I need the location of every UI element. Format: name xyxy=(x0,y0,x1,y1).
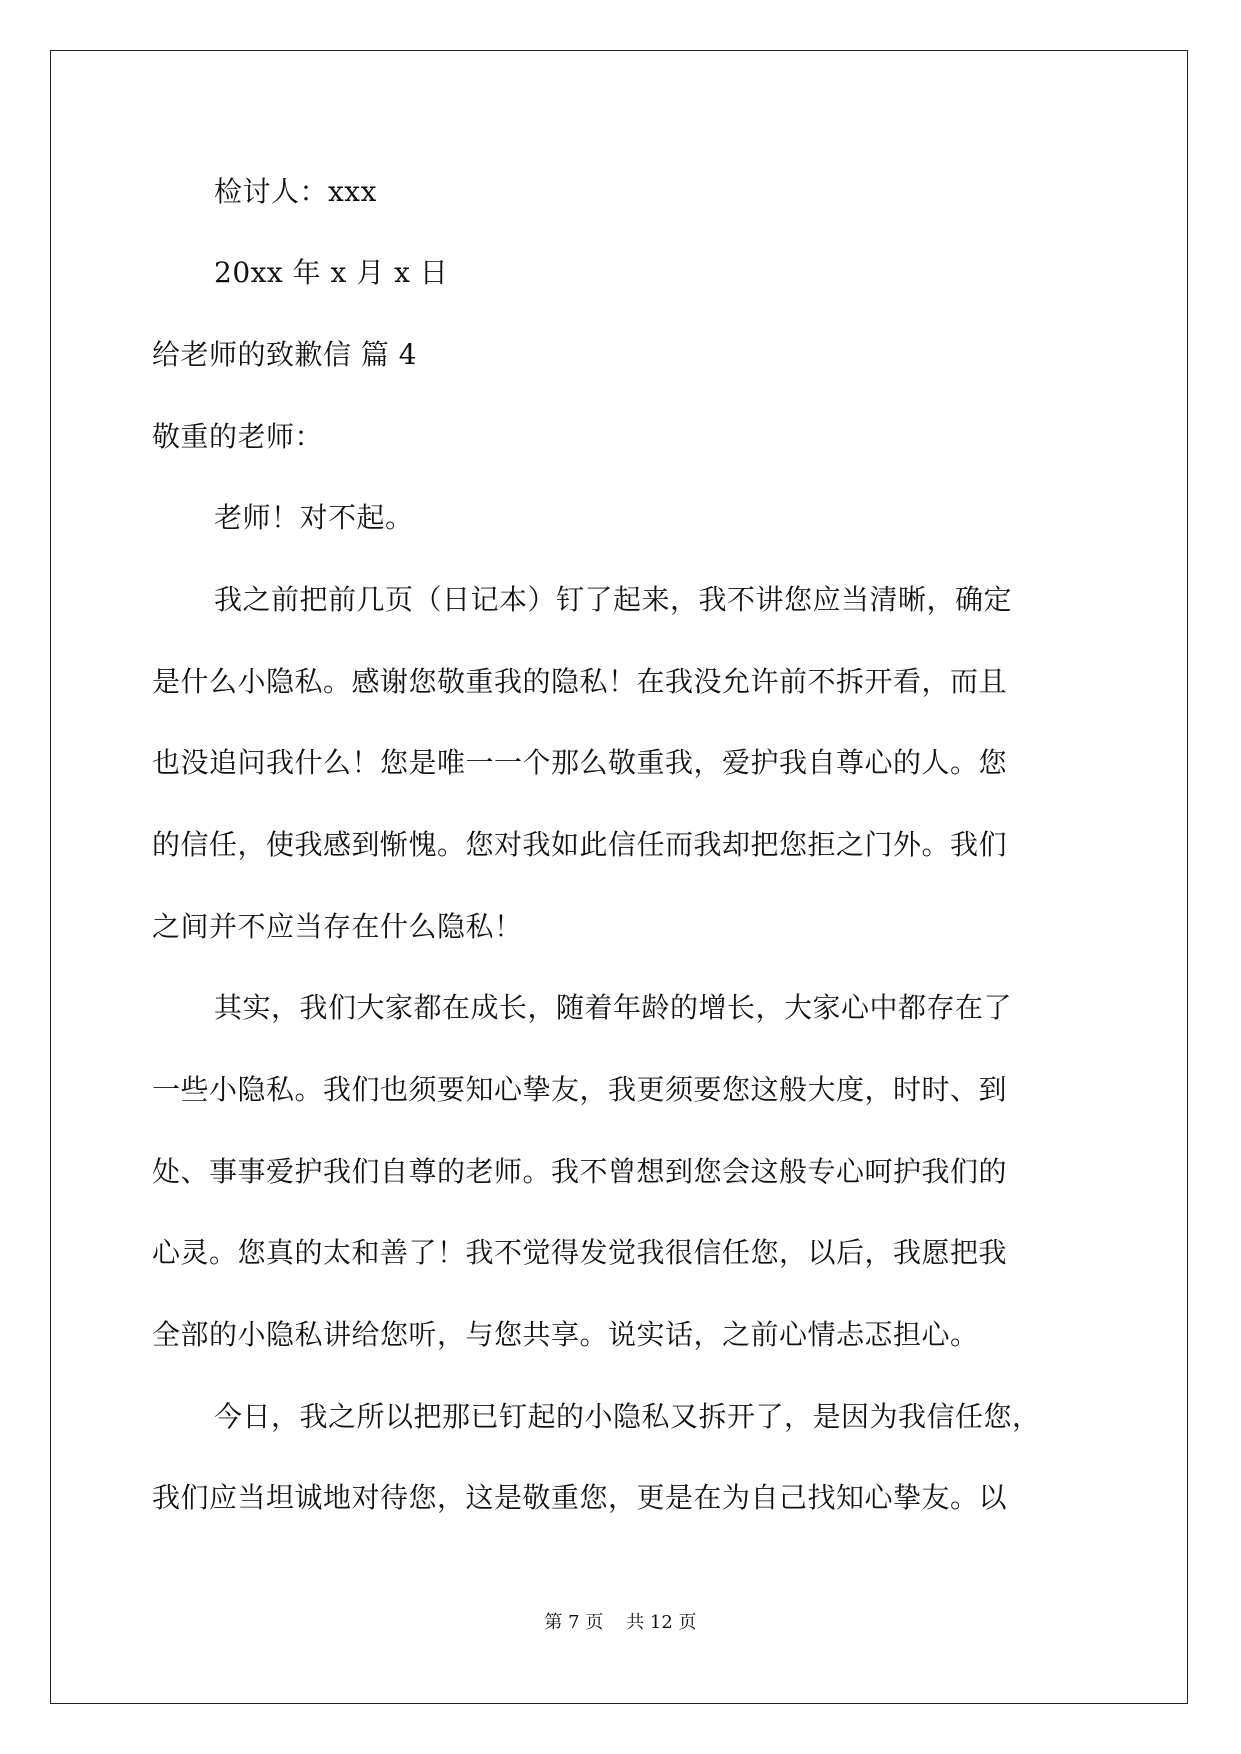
paragraph-line: 一些小隐私。我们也须要知心挚友，我更须要您这般大度，时时、到 xyxy=(152,1073,1008,1106)
section-title: 给老师的致歉信 篇 4 xyxy=(152,338,418,371)
paragraph-line: 其实，我们大家都在成长，随着年龄的增长，大家心中都存在了 xyxy=(214,991,1013,1024)
page-number-footer: 第 7 页 共 12 页 xyxy=(544,1612,697,1633)
paragraph-line: 今日，我之所以把那已钉起的小隐私又拆开了，是因为我信任您， xyxy=(214,1400,1041,1433)
paragraph-line: 处、事事爱护我们自尊的老师。我不曾想到您会这般专心呵护我们的 xyxy=(152,1155,1008,1188)
reviewer-signature: 检讨人：xxx xyxy=(214,175,377,208)
paragraph-line: 老师！对不起。 xyxy=(214,501,414,534)
paragraph-line: 是什么小隐私。感谢您敬重我的隐私！在我没允许前不拆开看，而且 xyxy=(152,665,1008,698)
paragraph-line: 全部的小隐私讲给您听，与您共享。说实话，之前心情忐忑担心。 xyxy=(152,1318,979,1351)
signature-date: 20xx 年 x 月 x 日 xyxy=(214,256,449,289)
paragraph-line: 的信任，使我感到惭愧。您对我如此信任而我却把您拒之门外。我们 xyxy=(152,828,1008,861)
paragraph-line: 也没追问我什么！您是唯一一个那么敬重我，爱护我自尊心的人。您 xyxy=(152,746,1008,779)
paragraph-line: 心灵。您真的太和善了！我不觉得发觉我很信任您，以后，我愿把我 xyxy=(152,1236,1008,1269)
paragraph-line: 我之前把前几页（日记本）钉了起来，我不讲您应当清晰，确定 xyxy=(214,583,1013,616)
paragraph-line: 之间并不应当存在什么隐私！ xyxy=(152,910,523,943)
page-border xyxy=(50,50,1188,1704)
salutation: 敬重的老师： xyxy=(152,420,324,453)
paragraph-line: 我们应当坦诚地对待您，这是敬重您，更是在为自己找知心挚友。以 xyxy=(152,1481,1008,1514)
